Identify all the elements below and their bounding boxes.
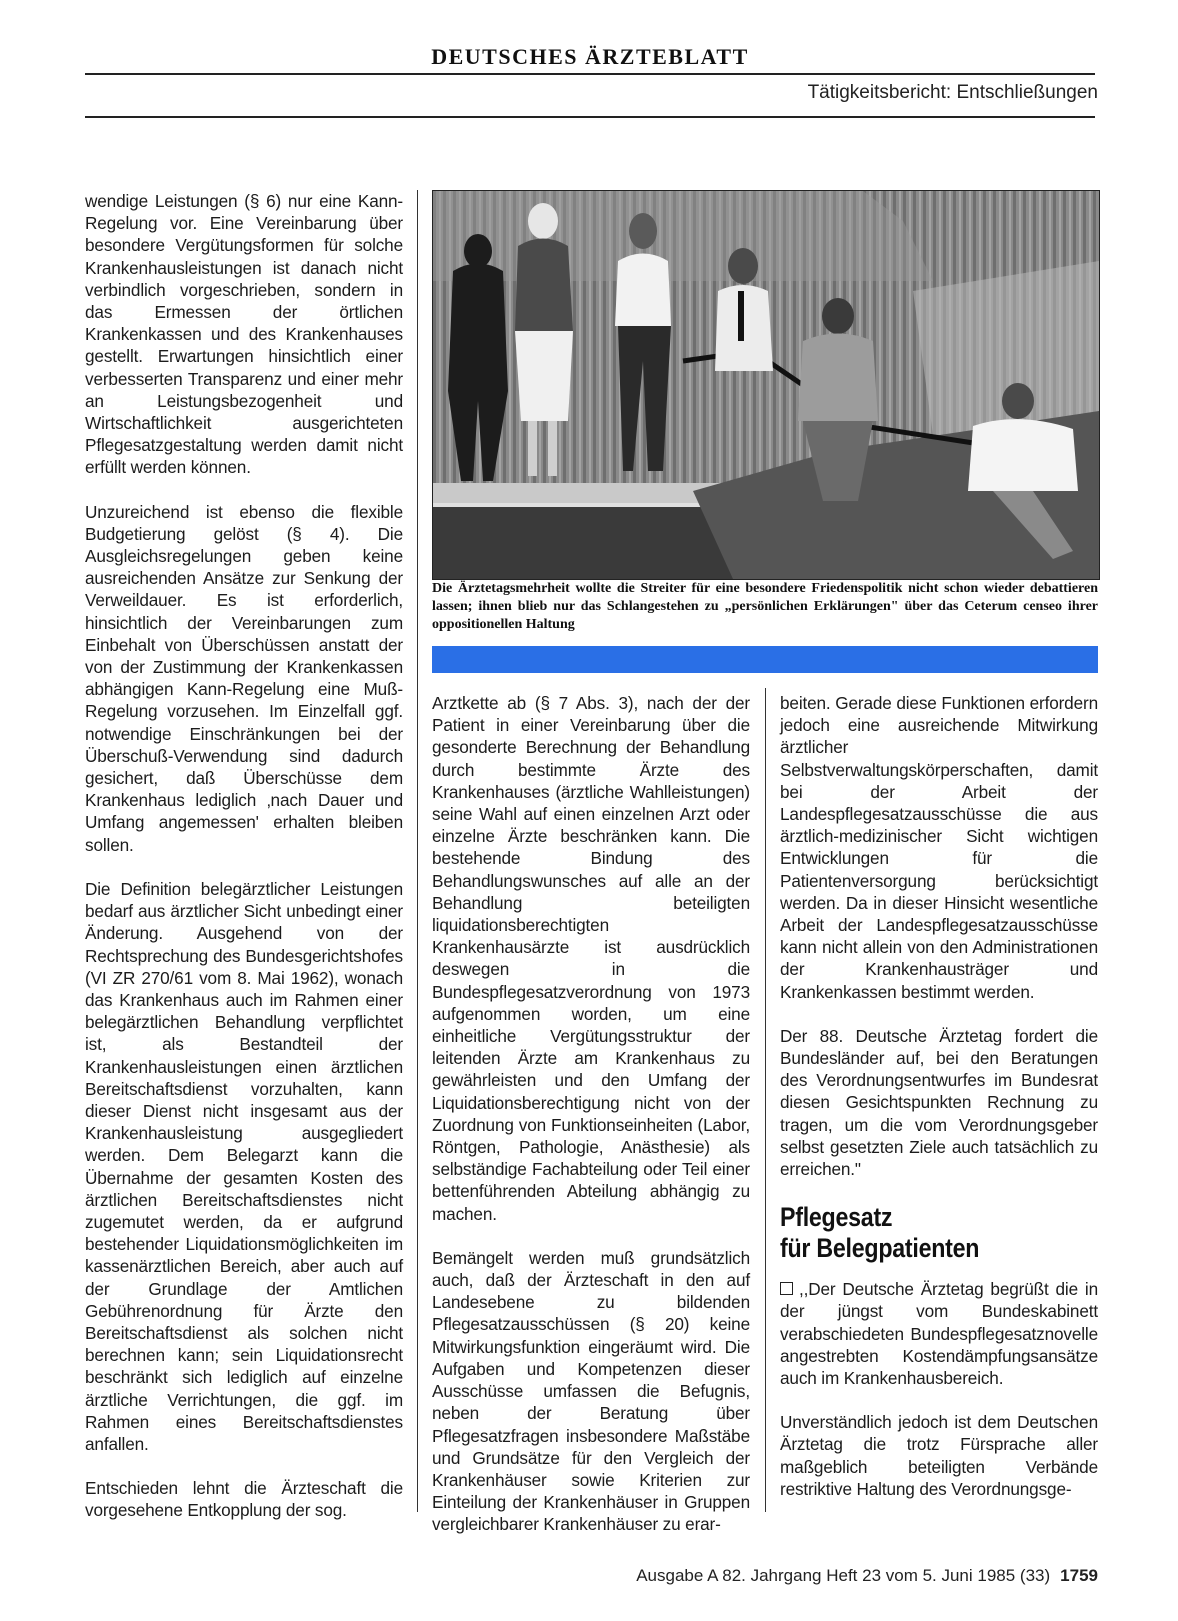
lead-paragraph	[780, 1278, 1098, 1389]
paragraph: Entschieden lehnt die Ärzteschaft die vorgesehene Entkopplung der sog.	[85, 1478, 403, 1521]
paragraph: Arztkette ab (§ 7 Abs. 3), nach der der Patient in einer Vereinbarung über die gesonderte Berechnung der Behandlung durch bestimmte Ärzte des Krankenhauses (ärztliche Wahlleistungen) seine Wahl auf einen einzelnen Arzt oder einzelne Ärzte beschränken kann. Die bestehende Bindung des Behandlungswunsches auf alle an der Behandlung beteiligten liquidationsberechtigten Krankenhausärzte ist ausdrücklich deswegen in die Bundespflegesatzverordnung von 1973 aufgenommen worden, um eine einheitliche Vergütungsstruktur der leitenden Ärzte am Krankenhaus zu gewährleisten und den Umfang der Liquidationsberechtigung nicht von der Zuordnung von Funktionseinheiten (Labor, Röntgen, Pathologie, Anästhesie) als selbständige Fachabteilung oder Teil einer bettenführenden Abteilung abhängig zu machen.	[432, 693, 750, 1224]
paragraph: Der 88. Deutsche Ärztetag fordert die Bundesländer auf, bei den Beratungen des Verordnungsentwurfes im Bundesrat diesen Gesichtspunkten Rechnung zu tragen, um die vom Verordnungsgeber selbst gesetzten Ziele auch tatsächlich zu erreichen."	[780, 1025, 1098, 1180]
column-divider	[765, 688, 766, 1512]
photo-caption: Die Ärztetagsmehrheit wollte die Streiter für eine besondere Friedenspolitik nicht schon wieder debattieren lassen; ihnen blieb nur das Schlangestehen zu „persönlichen Erklärungen" über das Ceterum censeo ihrer oppositionellen Haltung	[432, 581, 1098, 632]
photo	[432, 190, 1100, 580]
section-headline	[780, 1202, 1053, 1264]
paragraph: Unverständlich jedoch ist dem Deutschen Ärztetag die trotz Fürsprache aller maßgeblich beteiligten Verbände restriktive Haltung des Verordnungsge-	[780, 1412, 1098, 1499]
accent-bar	[432, 646, 1098, 673]
square-box-icon	[780, 1282, 793, 1295]
issue-info: Ausgabe A 82. Jahrgang Heft 23 vom 5. Juni 1985 (33)	[636, 1566, 1051, 1585]
paragraph: Bemängelt werden muß grundsätzlich auch, daß der Ärzteschaft in den auf Landesebene zu bildenden Pflegesatzausschüssen (§ 20) keine Mitwirkungsfunktion eingeräumt wird. Die Aufgaben und Kompetenzen dieser Ausschüsse umfassen die Befugnis, neben der Beratung über Pflegesatzfragen insbesondere Maßstäbe und Grundsätze für den Vergleich der Krankenhäuser sowie Kriterien zur Einteilung der Krankenhäuser in Gruppen vergleichbarer Krankenhäuser zu erar-	[432, 1247, 750, 1535]
stage-photo-illustration	[433, 191, 1099, 579]
column-left	[85, 190, 403, 1522]
header-rule	[85, 116, 1095, 118]
paragraph: wendige Leistungen (§ 6) nur eine Kann-Regelung vor. Eine Vereinbarung über besondere Vergütungsformen für solche Krankenhausleistungen ist danach nicht verbindlich vorgeschrieben, sondern in das Ermessen der örtlichen Krankenkassen und des Krankenhauses gestellt. Erwartungen hinsichtlich einer verbesserten Transparenz und einer mehr an Leistungsbezogenheit und Wirtschaftlichkeit ausgerichteten Pflegesatzgestaltung werden damit nicht erfüllt werden können.	[85, 191, 403, 478]
paragraph: beiten. Gerade diese Funktionen erfordern jedoch eine ausreichende Mitwirkung ärztlicher Selbstverwaltungskörperschaften, damit bei der Arbeit der Landespflegesatzausschüsse die aus ärztlich-medizinischer Sicht wichtigen Entwicklungen für die Patientenversorgung berücksichtigt werden. Da in dieser Hinsicht wesentliche Arbeit der Landespflegesatzausschüsse kann nicht allein von den Administrationen der Krankenhausträger und Krankenkassen bestimmt werden.	[780, 693, 1098, 1002]
paragraph: Unzureichend ist ebenso die flexible Budgetierung gelöst (§ 4). Die Ausgleichsregelungen geben keine ausreichenden Ansätze zur Senkung der Verweildauer. Es ist erforderlich, hinsichtlich der Vereinbarungen zum Einbehalt von Überschüssen anstatt der von der Zustimmung der Krankenkassen abhängigen Kann-Regelung eine Muß-Regelung vorzusehen. Im Einzelfall ggf. notwendige Einschränkungen bei der Überschuß-Verwendung sind dadurch gesichert, daß Überschüsse dem Krankenhaus lediglich ‚nach Dauer und Umfang angemessen' erhalten bleiben sollen.	[85, 501, 403, 855]
footer	[636, 1566, 1098, 1586]
page-number: 1759	[1060, 1566, 1098, 1585]
section-label: Tätigkeitsbericht: Entschließungen	[807, 82, 1098, 103]
paragraph: Die Definition belegärztlicher Leistungen bedarf aus ärztlicher Sicht unbedingt einer Änderung. Ausgehend von der Rechtsprechung des Bundesgerichtshofes (VI ZR 270/61 vom 8. Mai 1962), wonach das Krankenhaus auch im Rahmen einer belegärztlichen Behandlung verpflichtet ist, als Bestandteil der Krankenhausleistungen einen ärztlichen Bereitschaftsdienst vorzuhalten, kann dieser Dienst nicht insgesamt aus der Krankenhausleistung ausgegliedert werden. Dem Belegarzt kann die Übernahme der gesamten Kosten des ärztlichen Bereitschaftsdienstes nicht zugemutet werden, da er aufgrund bestehender Liquidationsmöglichkeiten im kassenärztlichen Bereich, aber auch auf der Grundlage der Amtlichen Gebührenordnung für Ärzte den Bereitschaftsdienst als solchen nicht berechnen kann; sein Liquidationsrecht beschränkt sich lediglich auf einzelne ärztliche Verrichtungen, die ggf. im Rahmen eines Bereitschaftsdienstes anfallen.	[85, 878, 403, 1454]
masthead: DEUTSCHES ÄRZTEBLATT	[431, 44, 749, 69]
masthead-rule	[85, 73, 1095, 75]
headline-line: für Belegpatienten	[780, 1233, 980, 1264]
column-right	[780, 692, 1098, 1500]
headline-line: Pflegesatz	[780, 1202, 893, 1233]
column-middle	[432, 692, 750, 1536]
lead-text: ,,Der Deutsche Ärztetag begrüßt die in der jüngst vom Bundeskabinett verabschiedeten Bundespflegesatznovelle angestrebten Kostendämpfungsansätze auch im Krankenhausbereich.	[780, 1279, 1098, 1389]
column-divider	[417, 190, 418, 1512]
